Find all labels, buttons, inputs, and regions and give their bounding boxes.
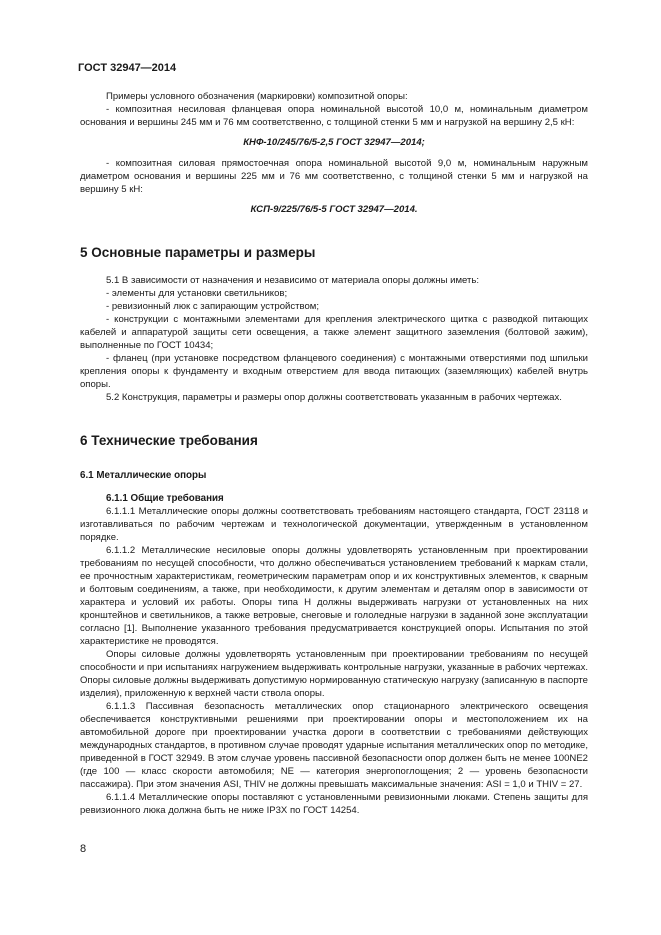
page-number: 8 bbox=[80, 843, 87, 855]
clause-5-1: 5.1 В зависимости от назначения и независимо от материала опоры должны иметь: bbox=[106, 275, 480, 286]
example-code-2: КСП-9/225/76/5-5 ГОСТ 32947—2014. bbox=[250, 204, 418, 215]
power-poles-paragraph: Опоры силовые должны удовлетворять установленным при проектировании требованиям по несущей способности и при испытаниях нагружением выдерживать контрольные нагрузки, указанные в рабочих чертежах. Опоры силовые должны выдерживать допустимую нормированную статическую нагрузку (записанную в паспорте изделия), приложенную к верхней части ствола опоры. bbox=[80, 649, 588, 699]
list-item: - конструкции с монтажными элементами для крепления электрического щитка с разводкой питающих кабелей и аппаратурой защиты сети освещения, а также элемент защитного заземления (болтовой зажим), выполненные по ГОСТ 10434; bbox=[80, 314, 588, 351]
clause-6-1-1-4: 6.1.1.4 Металлические опоры поставляют с установленными ревизионными люками. Степень защиты для ревизионного люка должна быть не ниже IP3X по ГОСТ 14254. bbox=[80, 792, 588, 816]
example-item-2: - композитная силовая прямостоечная опора номинальной высотой 9,0 м, номинальным наружным диаметром основания и вершины 225 мм и 76 мм соответственно, с толщиной стенки 5 мм и нагрузкой на вершину 5 кН: bbox=[80, 158, 588, 195]
clause-6-1-1-1: 6.1.1.1 Металлические опоры должны соответствовать требованиям настоящего стандарта, ГОСТ 23118 и изготавливаться по рабочим чертежам и технологической документации, утвержденным в установленном порядке. bbox=[80, 506, 588, 543]
list-item: - элементы для установки светильников; bbox=[106, 288, 288, 299]
clause-6-1-1-2: 6.1.1.2 Металлические несиловые опоры должны удовлетворять установленным при проектировании требованиям по несущей способности, что должно обеспечиваться установлением требований к маркам стали, ее прочностным характеристикам, геометрическим параметрам опор и их конструктивных элементов, к сварным и болтовым соединениям, а также, при необходимости, к другим элементам и деталям опор в зависимости от характера и условий их работы. Опоры типа Н должны выдерживать нагрузки от установленных на них кронштейнов и светильников, а также ветровые, снеговые и гололедные нагрузки в заданной зоне эксплуатации согласно [1]. Выполнение указанного требования предусматривается конструкцией опоры. Испытания по этой характеристике не проводятся. bbox=[80, 545, 588, 647]
subsection-6-1-1-heading: 6.1.1 Общие требования bbox=[106, 493, 224, 504]
list-item: - фланец (при установке посредством фланцевого соединения) с монтажными отверстиями под шпильки крепления опоры к фундаменту и входным отверстием для ввода питающих (заземляющих) кабелей внутрь опоры. bbox=[80, 353, 588, 390]
example-item-1: - композитная несиловая фланцевая опора номинальной высотой 10,0 м, номинальным диаметром основания и вершины 245 мм и 76 мм соответственно, с толщиной стенки 5 мм и нагрузкой на вершину 2,5 кН: bbox=[80, 104, 588, 128]
page-body bbox=[80, 90, 588, 817]
clause-6-1-1-3: 6.1.1.3 Пассивная безопасность металлических опор стационарного электрического освещения обеспечивается конструктивными решениями при проектировании опоры и местоположением их на автомобильной дороге при проектировании участка дороги в соответствии с требованиями действующих международных стандартов, в противном случае проводят ударные испытания металлических опор по методике, приведенной в ГОСТ 32949. В этом случае уровень пассивной безопасности опор должен быть не менее 100NE2 (где 100 — класс скорости автомобиля; NE — категория энергопоглощения; 2 — уровень безопасности пассажира). При этом значения ASI, THIV не должны превышать максимальные значения: ASI = 1,0 и THIV = 27. bbox=[80, 701, 588, 790]
examples-intro: Примеры условного обозначения (маркировки) композитной опоры: bbox=[106, 91, 408, 102]
subsection-6-1-heading: 6.1 Металлические опоры bbox=[80, 470, 207, 481]
clause-5-2: 5.2 Конструкция, параметры и размеры опор должны соответствовать указанным в рабочих чертежах. bbox=[106, 392, 562, 403]
list-item: - ревизионный люк с запирающим устройством; bbox=[106, 301, 320, 312]
section-6-heading: 6 Технические требования bbox=[80, 433, 258, 448]
section-5-heading: 5 Основные параметры и размеры bbox=[80, 245, 316, 260]
standard-header: ГОСТ 32947—2014 bbox=[78, 62, 177, 74]
example-code-1: КНФ-10/245/76/5-2,5 ГОСТ 32947—2014; bbox=[243, 137, 425, 148]
